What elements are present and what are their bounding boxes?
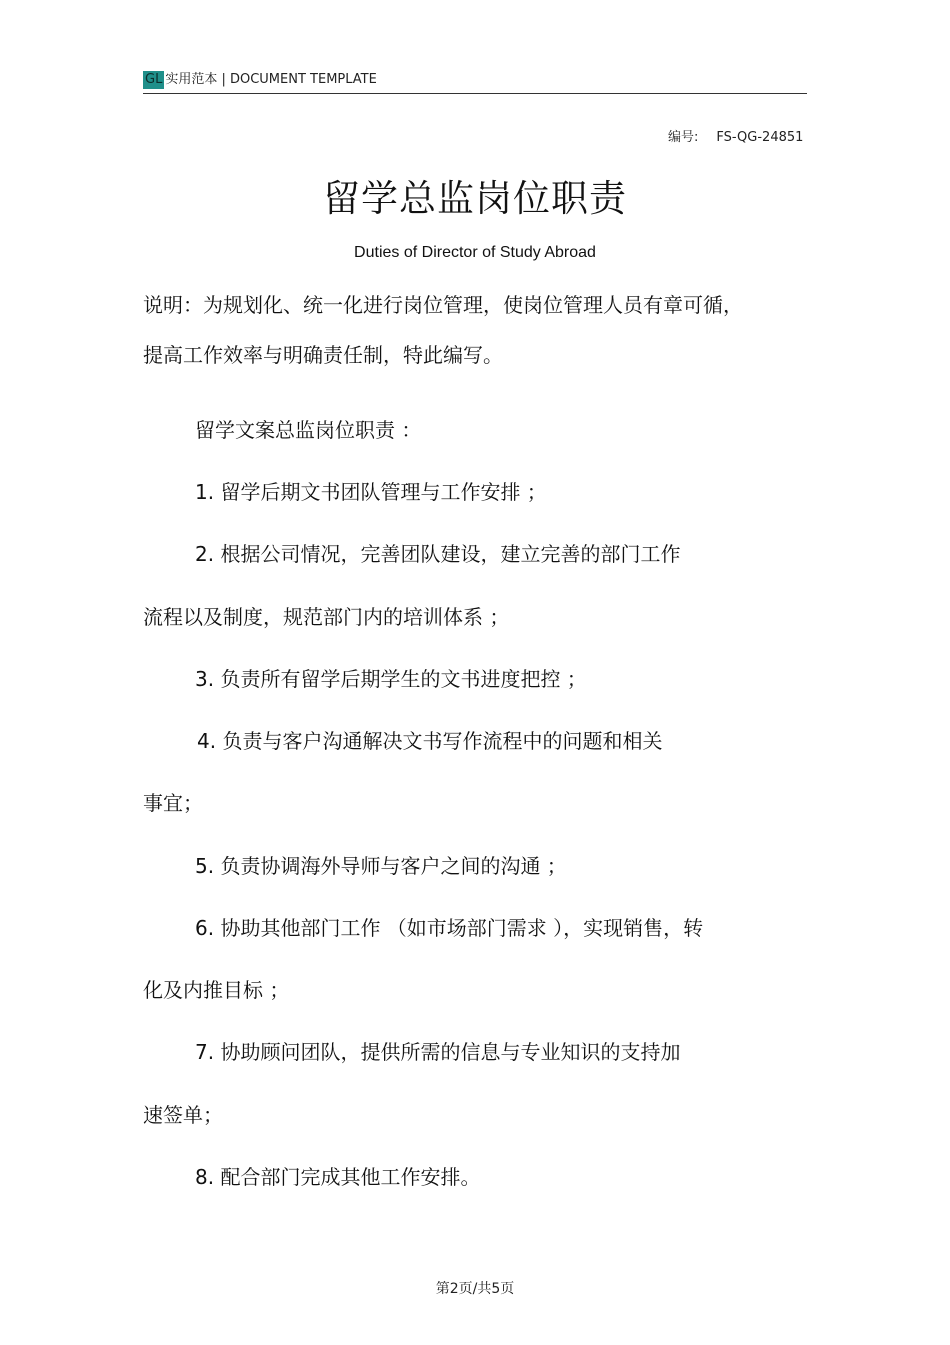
duty-item-7-line-2: 速签单； xyxy=(143,1103,223,1127)
duty-item-4-line-2: 事宜； xyxy=(143,791,203,815)
page-title: 留学总监岗位职责 xyxy=(323,177,627,220)
duty-item-5: 5. 负责协调海外导师与客户之间的沟通 ； xyxy=(195,854,567,878)
document-number-value: FS-QG-24851 xyxy=(716,130,804,145)
header-label: 实用范本 | DOCUMENT TEMPLATE xyxy=(165,72,377,87)
document-number xyxy=(668,126,803,145)
duty-item-4-line-1: 4. 负责与客户沟通解决文书写作流程中的问题和相关 xyxy=(197,729,663,753)
section-heading: 留学文案总监岗位职责 ： xyxy=(195,418,422,442)
duty-item-8: 8. 配合部门完成其他工作安排。 xyxy=(195,1165,481,1189)
header-divider xyxy=(143,93,807,94)
duty-item-6-line-1: 6. 协助其他部门工作 （如市场部门需求 ），实现销售，转 xyxy=(195,916,704,940)
duty-item-3: 3. 负责所有留学后期学生的文书进度把控 ； xyxy=(195,667,587,691)
intro-line-2: 提高工作效率与明确责任制，特此编写。 xyxy=(143,343,503,367)
logo: GL xyxy=(145,72,163,87)
duty-item-6-line-2: 化及内推目标 ； xyxy=(143,978,290,1002)
page-header xyxy=(143,71,377,89)
intro-line-1: 说明：为规划化、统一化进行岗位管理，使岗位管理人员有章可循， xyxy=(143,293,743,317)
duty-item-2-line-2: 流程以及制度，规范部门内的培训体系 ； xyxy=(143,605,510,629)
page-subtitle: Duties of Director of Study Abroad xyxy=(354,244,596,261)
page-footer: 第2页/共5页 xyxy=(435,1281,515,1297)
duty-item-2-line-1: 2. 根据公司情况，完善团队建设，建立完善的部门工作 xyxy=(195,542,681,566)
duty-item-7-line-1: 7. 协助顾问团队，提供所需的信息与专业知识的支持加 xyxy=(195,1040,681,1064)
document-number-label: 编号: xyxy=(668,130,699,145)
duty-item-1: 1. 留学后期文书团队管理与工作安排 ； xyxy=(195,480,547,504)
